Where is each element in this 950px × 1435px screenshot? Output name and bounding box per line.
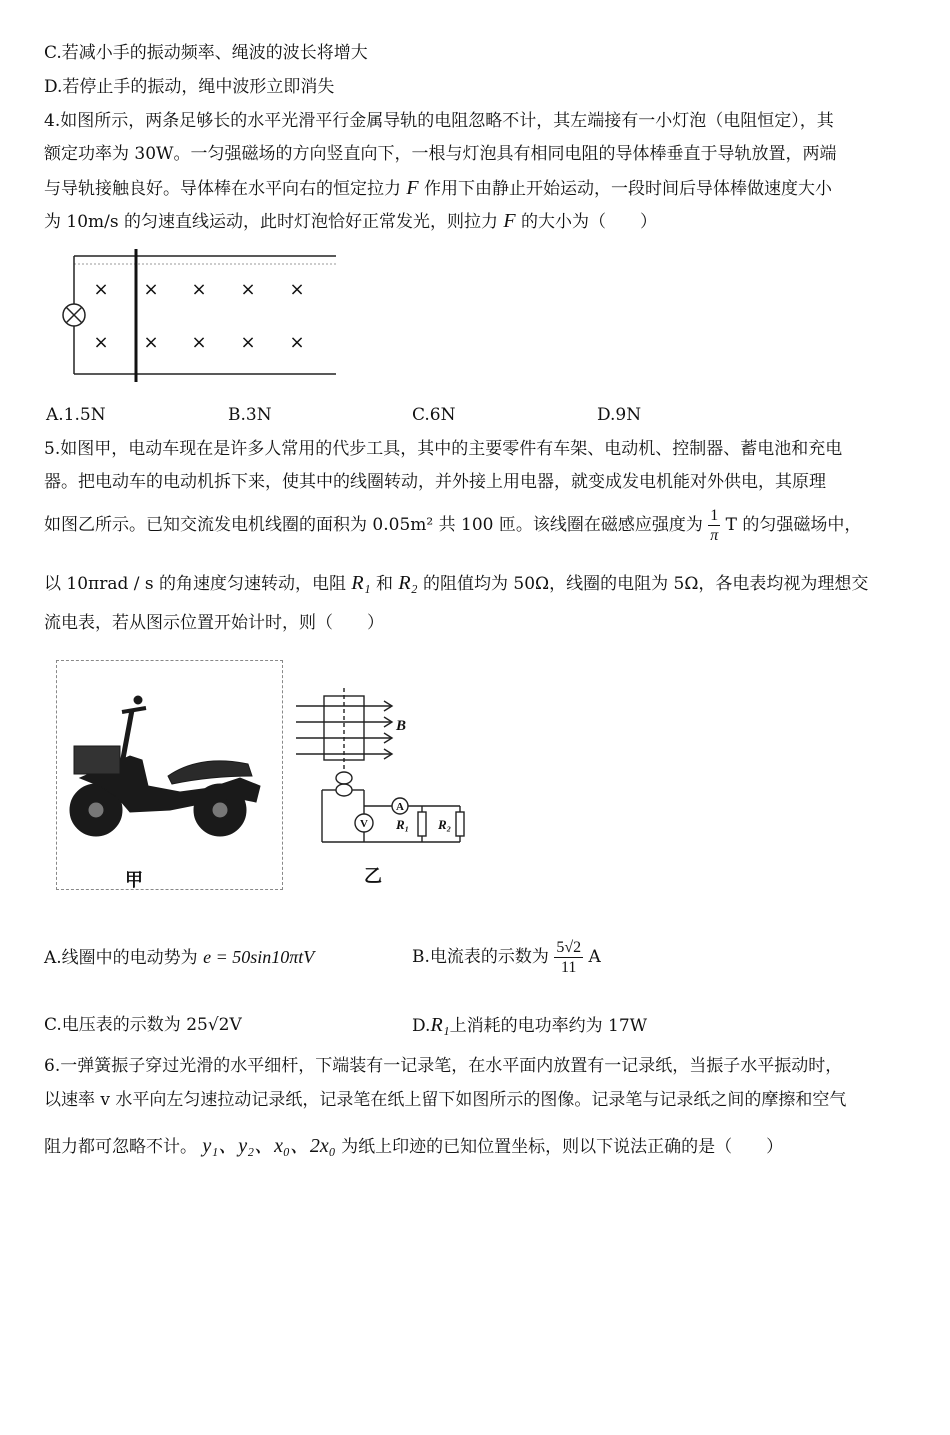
q5-line-3 [44,507,861,544]
q5-line-2: 器。把电动车的电动机拆下来，使其中的线圈转动，并外接上用电器，就变成发电机能对外供电，其原理 [44,472,826,492]
figure-label-jia: 甲 [125,870,143,891]
q5-option-d-prefix: D. [412,1016,431,1036]
rail-circuit-figure [44,246,340,388]
q5-line-3b: T 的匀强磁场中， [725,515,862,535]
q4-var-f-2: F [503,210,516,232]
q5-option-a-formula: e = 50sin10πtV [203,947,315,967]
r1-label: R₁ [396,817,410,832]
q5-line-4a: 以 10πrad / s 的角速度匀速转动，电阻 [44,574,347,594]
q4-option-d: D.9N [597,405,642,425]
field-mark: × [289,332,305,353]
field-mark: × [93,332,109,353]
q5-line-4c: 的阻值均为 50Ω，线圈的电阻为 5Ω，各电表均视为理想交 [422,574,869,594]
q6-line-1: 6.一弹簧振子穿过光滑的水平细杆，下端装有一记录笔，在水平面内放置有一记录纸，当振子水平振动时， [44,1056,843,1076]
q5-line-4b: 和 [376,574,393,594]
q5-option-b [412,934,601,980]
field-b-label: B [396,718,407,734]
bulb-icon [63,304,85,326]
q5-option-b-text: B.电流表的示数为 [412,947,549,967]
fraction-denominator: 11 [561,958,577,976]
q4-line-4a: 为 10m/s 的匀速直线运动，此时灯泡恰好正常发光，则拉力 [44,212,499,232]
q6-line-2: 以速率 v 水平向左匀速拉动记录纸，记录笔在纸上留下如图所示的图像。记录笔与记录纸之间的摩擦和空气 [44,1090,847,1110]
q5-line-4 [44,572,868,595]
q5-option-b-unit: A [588,947,601,967]
field-mark: × [240,332,256,353]
q5-option-d-r1: R₁ [430,1014,450,1036]
q5-option-d [412,1014,647,1037]
q4-line-1: 4.如图所示，两条足够长的水平光滑平行金属导轨的电阻忽略不计，其左端接有一小灯泡（电阻恒定），其 [44,111,834,131]
fraction-numerator: 5√2 [556,938,582,956]
q4-option-c: C.6N [412,405,456,425]
q5-option-a [44,946,314,969]
q4-var-f: F [406,177,419,199]
q4-line-2: 额定功率为 30W。一匀强磁场的方向竖直向下，一根与灯泡具有相同电阻的导体棒垂直于导轨放置，两端 [44,144,837,164]
q4-line-3a: 与导轨接触良好。导体棒在水平向右的恒定拉力 [44,179,401,199]
q5-line-5: 流电表，若从图示位置开始计时，则（ ） [44,613,384,633]
field-mark: × [289,279,305,300]
scooter-illustration [60,690,278,850]
q6-line-3 [44,1135,783,1158]
slip-ring [336,772,352,784]
fraction-denominator: π [710,526,719,544]
q4-line-4b: 的大小为（ ） [521,212,658,232]
q5-r2: R₂ [398,572,418,594]
q4-line-3 [44,177,832,200]
ammeter-label: A [396,801,404,813]
q3-option-c: C.若减小手的振动频率、绳波的波长将增大 [44,43,368,63]
q5-option-b-fraction [554,940,583,976]
fraction-1-over-pi [708,508,720,544]
field-mark: × [191,279,207,300]
resistor-r2-icon [456,812,464,836]
q5-option-a-text: A.线圈中的电动势为 [44,948,198,968]
q4-option-b: B.3N [228,405,272,425]
q4-option-a: A.1.5N [46,405,106,425]
field-mark: × [191,332,207,353]
q5-line-1: 5.如图甲，电动车现在是许多人常用的代步工具，其中的主要零件有车架、电动机、控制器、蓄电池和充电 [44,439,843,459]
q6-position-vars: y₁、y₂、x₀、2x₀ [202,1135,336,1157]
fraction-numerator: 1 [710,506,719,524]
q6-line-3a: 阻力都可忽略不计。 [44,1137,197,1157]
front-basket [74,746,120,774]
q3-option-d: D.若停止手的振动，绳中波形立即消失 [44,77,335,97]
figure-label-yi: 乙 [364,866,382,887]
field-mark: × [143,279,159,300]
field-mark: × [240,279,256,300]
q5-option-c: C.电压表的示数为 25√2V [44,1015,242,1035]
q5-line-3a: 如图乙所示。已知交流发电机线圈的面积为 0.05m² 共 100 匝。该线圈在磁感应强度为 [44,515,703,535]
q5-option-d-text: 上消耗的电功率约为 17W [449,1016,648,1036]
r2-label: R₂ [438,817,452,832]
q4-line-4 [44,210,657,233]
generator-circuit-figure [288,686,468,856]
field-mark: × [143,332,159,353]
field-mark: × [93,279,109,300]
q4-line-3b: 作用下由静止开始运动，一段时间后导体棒做速度大小 [424,179,833,199]
voltmeter-label: V [360,818,368,830]
q6-line-3b: 为纸上印迹的已知位置坐标，则以下说法正确的是（ ） [341,1137,784,1157]
q5-r1: R₁ [351,572,371,594]
resistor-r1-icon [418,812,426,836]
